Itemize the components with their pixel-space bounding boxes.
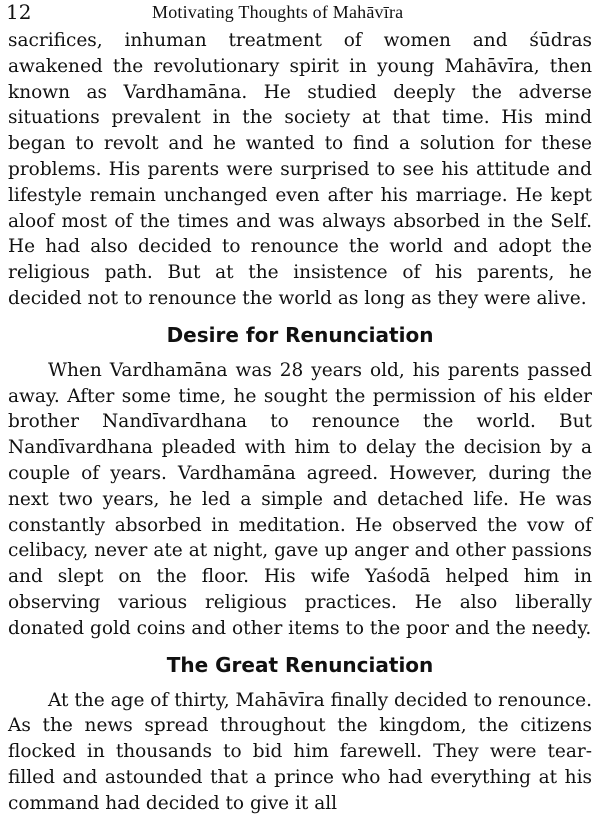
running-title: Motivating Thoughts of Mahāvīra (152, 2, 404, 22)
page-body (8, 28, 592, 817)
paragraph-continued: sacrifices, inhuman treatment of women and śūdras awakened the revolutionary spirit in young Mahāvīra, then known as Vardhamāna. He studied deeply the adverse situations prevalent in the society at that time. His mind began to revolt and he wanted to find a solution for these problems. His parents were surprised to see his attitude and lifestyle remain unchanged even after his marriage. He kept aloof most of the times and was always absorbed in the Self. He had also decided to renounce the world and adopt the religious path. But at the insistence of his parents, he decided not to renounce the world as long as they were alive. (8, 30, 592, 309)
page-number: 12 (6, 0, 32, 24)
page-header (0, 0, 600, 28)
paragraph-desire-for-renunciation: When Vardhamāna was 28 years old, his parents passed away. After some time, he sought the permission of his elder brother Nandīvardhana to renounce the world. But Nandīvardhana pleaded with him to delay the decision by a couple of years. Vardhamāna agreed. However, during the next two years, he led a simple and detached life. He was constantly absorbed in meditation. He observed the vow of celibacy, never ate at night, gave up anger and other passions and slept on the floor. His wife Yaśodā helped him in observing various religious practices. He also liberally donated gold coins and other items to the poor and the needy. (8, 359, 592, 639)
section-heading-desire-for-renunciation: Desire for Renunciation (166, 322, 434, 347)
section-heading-great-renunciation: The Great Renunciation (166, 652, 434, 677)
paragraph-great-renunciation: At the age of thirty, Mahāvīra finally decided to renounce. As the news spread throughout the kingdom, the citizens flocked in thousands to bid him farewell. They were tear-filled and astounded that a prince who had everything at his command had decided to give it all (8, 689, 592, 814)
